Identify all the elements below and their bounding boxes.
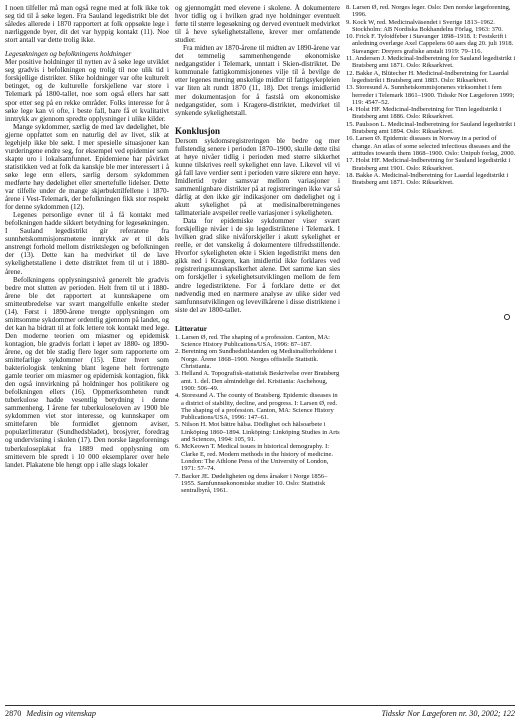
reference-item: 7. Backer JE. Dødeligheten og dens årsaker i Norge 1856–1955. Samfunnsøkonomiske studier 10. Oslo: Statistisk sentralbyrå, 1961.	[175, 472, 328, 495]
paragraph: Befolkningens opplysningsnivå generelt ble gradvis bedre mot slutten av perioden. Helt frem til ut i 1880-årene ble det rapportert at kunnskapene om smitteutbredelse var svært mangelfulle enkelte steder (14). Først i 1890-årene trengte opplysningen om smittsomme sykdommer ordentlig gjennom på landet, og det kan ha bidratt til at folk lettere tok kontakt med lege. Den moderne teorien om miasmer og epidemisk kontagion, ble gradvis forlatt i løpet av 1880- og 1890-årene, og det ble stadig flere leger som rapporterte om smittefarlige sykdommer (15). Etter hvert som bakteriologisk tenkning blant legene helt fortrengte gamle teorier om miasmer og epidemisk kontagion, fikk den også innvirkning på holdninger hos politikere og befolkningen ellers (16). Oppmerksomheten rundt tuberkulose hadde vesentlig betydning i denne sammenheng. I årene før tuberkuloseloven av 1900 ble sykdommen viet stor interesse, og kunnskaper om smittefaren ble formidlet gjennom aviser, populærlitteratur (Sundhedsbladet), brosjyrer, foredrag og undervisning i skolen (17). Den norske lægeforenings tuberkuloseplakat fra 1889 med opplysning om smittevern ble spredt i 10 000 eksemplarer over hele landet. Plakatene ble hengt opp i alle slags lokaler	[5, 275, 169, 469]
reference-item: 1. Larsen Ø, red. The shaping of a profession. Canton, MA: Science History Publications/USA, 1996: 87–187.	[175, 333, 330, 349]
reference-item: 13. Storesund A. Sunnhetskommisjonenes virksomhet i fem herreder i Telemark 1861–1900. Tidsskr Nor Lægeforen 1999; 119: 4547–52.	[346, 84, 515, 106]
reference-item: 16. Larsen Ø. Epidemic diseases in Norway in a period of change. An atlas of some selected infectious diseases and the attitudes towards them 1868–1900. Oslo: Unipub forlag, 2000.	[346, 135, 516, 157]
reference-item: 17. Holst HF. Medicinal-Indberetning for Sauland legedistrikt i Bratsberg amt 1901. Oslo: Riksarkivet.	[346, 157, 511, 172]
reference-item: 11. Andersen J. Medicinal-Indberetning for Sauland legedistrikt i Bratsberg amt 1871. Oslo: Riksarkivet.	[346, 55, 516, 70]
subsection-heading: Legesøkningen og befolkningens holdninger	[5, 50, 132, 59]
reference-item: 8. Larsen Ø, red. Norges leger. Oslo: Den norske lægeforening, 1996.	[346, 4, 511, 19]
reference-item: 15. Paulsson L. Medicinal-Indberetning for Sauland legedistrikt i Bratsberg amt 1894. Oslo: Riksarkivet.	[346, 120, 516, 136]
paragraph: Fra midten av 1870-årene til midten av 1890-årene var det temmelig sammenhengende økonomiske nedgangstider i Telemark, unntatt i Skien-distriktet. De kommunale fattigkommisjonenes vilje til å bevilge de etter legenes mening ønskelige midler til fattigsykepleien var liten alt rundt 1870 (11, 18). Det trengs imidlertid mer dokumentasjon for å fastslå om økonomiske nedgangstider, som i Kragerø-distriktet, medvirket til synkende sykelighetstall.	[175, 44, 340, 117]
reference-item: 6. McKeown T. Medical issues in historical demography. I: Clarke E, red. Modern methods in the history of medicine. London: The Athlone Press of the University of London, 1971: 57–74.	[175, 443, 333, 473]
reference-item: 5. Nilson H. Mot bättre hälsa. Dödlighet och hälsoarbete i Linköping 1860–1894. Linköping: Linköping Studies in Arts and Sciences, 1994: 105, 91.	[175, 421, 340, 444]
page-footer	[5, 705, 515, 720]
paragraph: og gjennomgått med elevene i skolene. Å dokumentere hvor tidlig og i hvilken grad nye holdninger eventuelt førte til større legesøkning og derved eventuelt medvirket til å heve sykelighetstallene, krever mer omfattende studier.	[175, 4, 340, 45]
reference-item: 4. Storesund A. The county of Bratsberg. Epidemic diseases in a district of stability, decline, and progress. I: Larsen Ø, red. The shaping of a profession. Canton, MA: Science History Publications/USA, 1996: 147–61.	[175, 392, 338, 422]
paragraph: Mange sykdommer, særlig de med lav dødelighet, ble gjerne oppfattet som en naturlig del av livet, slik at legehjelp ikke ble søkt. I mer spesielle situasjoner kan vurderingene endre seg, for eksempel ved epidemier som skapte uro i lokalsamfunnet. Epidemiene har påvirket statistikken ved at folk da kanskje ble mer interessert i å søke lege enn ellers, særlig dersom sykdommen medførte høy dødelighet eller smertefulle lidelser. Dette var tilfelle under de mange skjørbukttilfellene i 1870-årene i Vest-Telemark, der befolkningen fikk stor respekt for denne sykdommen (12).	[5, 122, 169, 212]
reference-item: 12. Bakke A, Blütecher H. Medicinal-Indberetning for Laardal legedistrikt i Bratsberg amt 1883. Oslo: Riksarkivet.	[346, 69, 509, 84]
text-column-3	[346, 4, 516, 186]
paragraph: Legenes personlige evner til å få kontakt med befolkningen hadde sikkert betydning for legesøkningen. I Sauland legedistrikt gir referatene fra sunnhetskommisjonsmøtene inntrykk av et til dels anstrengt forhold mellom distriktslegen og befolkningen der (13). Dette kan ha medvirket til de lave sykelighetstallene i dette distriktet frem til ut i 1880-årene.	[5, 211, 169, 276]
reference-list-continued	[346, 4, 516, 186]
paragraph: Data for epidemiske sykdommer viser svært forskjellige nivåer i de sju legedistriktene i Telemark. I hvilken grad slike nivåforskjeller i akutt sykelighet er reelle, er det vanskelig å dokumentere tilfredsstillende. Hvorfor sykeligheten økte i Skien legedistrikt mens den gikk ned i Kragerø, kan imidlertid ikke forklares ved registreringsunnskapslkerhet alene. Det samme kan sies om forskjeller i sykelighetsutviklingen mellom de fem andre legedistriktene. For å forklare dette er det nødvendig med en nærmere analyse av ulike sider ved samfunnsutviklingen og levevilkårene i disse distriktene i siste del av 1800-tallet.	[175, 217, 340, 314]
text-column-2	[175, 4, 340, 494]
reference-item: 10. Frick F. Tyfoidfeber i Stavanger 1898–1918. I: Festskrift i anledning overlæge Axel Cappelens 60 aars dag 20. juli 1918. Stavanger: Dreyers grafiske anstalt 1919: 79–116.	[346, 33, 514, 55]
text-column-1	[5, 4, 169, 469]
paragraph: Dersom sykdomsregistreringen ble bedre og mer fullstendig senere i perioden 1870–1900, skulle dette tilsi at høye nivåer tidlig i perioden med større sikkerhet kunne tilskrives reell sykelighet enn lave. Likevel vil vi gå fall lave verdier sent i perioden være sikrere enn høye. Imidlertid tyder samsvar mellom variasjoner i sammenlignbare distrikter på at registreringen ikke var så dårlig at den ikke gir indikasjoner om dødelighet og i akutt sykelighet på at medisinalberetningenes tallmateriale avspeiler reelle variasjoner i sykeligheten.	[175, 136, 340, 218]
reference-list	[175, 334, 340, 495]
reference-item: 9. Kock W, red. Medicinalväsendet i Sverige 1813–1962. Stockholm: AB Nordiska Bokhandelns Förlag, 1963: 370.	[346, 18, 503, 33]
section-heading: Konklusjon	[175, 125, 221, 136]
journal-citation: Tidsskr Nor Lægeforen nr. 30, 2002; 122	[381, 709, 515, 718]
paragraph: I noen tilfeller må man også regne med at folk ikke tok seg tid til å søke legen. Fra Sauland legedistrikt ble det således allerede i 1870 rapportert at folk oppsøkte lege i nærliggende byer, dit det var hyppig kontakt (11). Noe stort antall var dette trolig ikke.	[5, 4, 169, 45]
end-of-article-mark	[503, 313, 511, 321]
references-heading: Litteratur	[175, 323, 208, 333]
page-number: 2870	[5, 709, 22, 718]
section-name: Medisin og vitenskap	[26, 709, 96, 718]
reference-item: 14. Holst HF. Medicinal-Indberetning for Tinn legedistrikt i Bratsberg amt 1886. Oslo: Riksarkivet.	[346, 106, 502, 121]
reference-item: 18. Bakke A. Medicinal-Indberetning for Laardal legedistrikt i Bratsberg amt 1871. Oslo: Riksarkivet.	[346, 171, 509, 187]
paragraph: Mer positive holdninger til nytten av å søke lege utviklet seg gradvis i befolkningen og trolig til noe ulik tid i forskjellige distrikter. Slike holdninger var ofte kulturelt betinget, og de kulturelle forskjellene var store i Telemark på 1800-tallet, noe som også ellers har satt spor etter seg på en rekke områder. Folks interesse for å søke lege kan vi ofte, i beste fall, bare få et kvalitativt inntrykk av gjennom spredte opplysninger i ulike kilder.	[5, 58, 169, 123]
reference-item: 3. Helland A. Topografisk-statistisk Beskrivelse over Bratsberg amt. 1. del. Den almindelige del. Kristiania: Aschehoug, 1900: 506–49.	[175, 370, 340, 392]
reference-item: 2. Beretning om Sundhedstilstanden og Medisinalforholdene i Norge. Årene 1868–1900. Norges offisielle Statistik. Christiania.	[175, 348, 337, 371]
